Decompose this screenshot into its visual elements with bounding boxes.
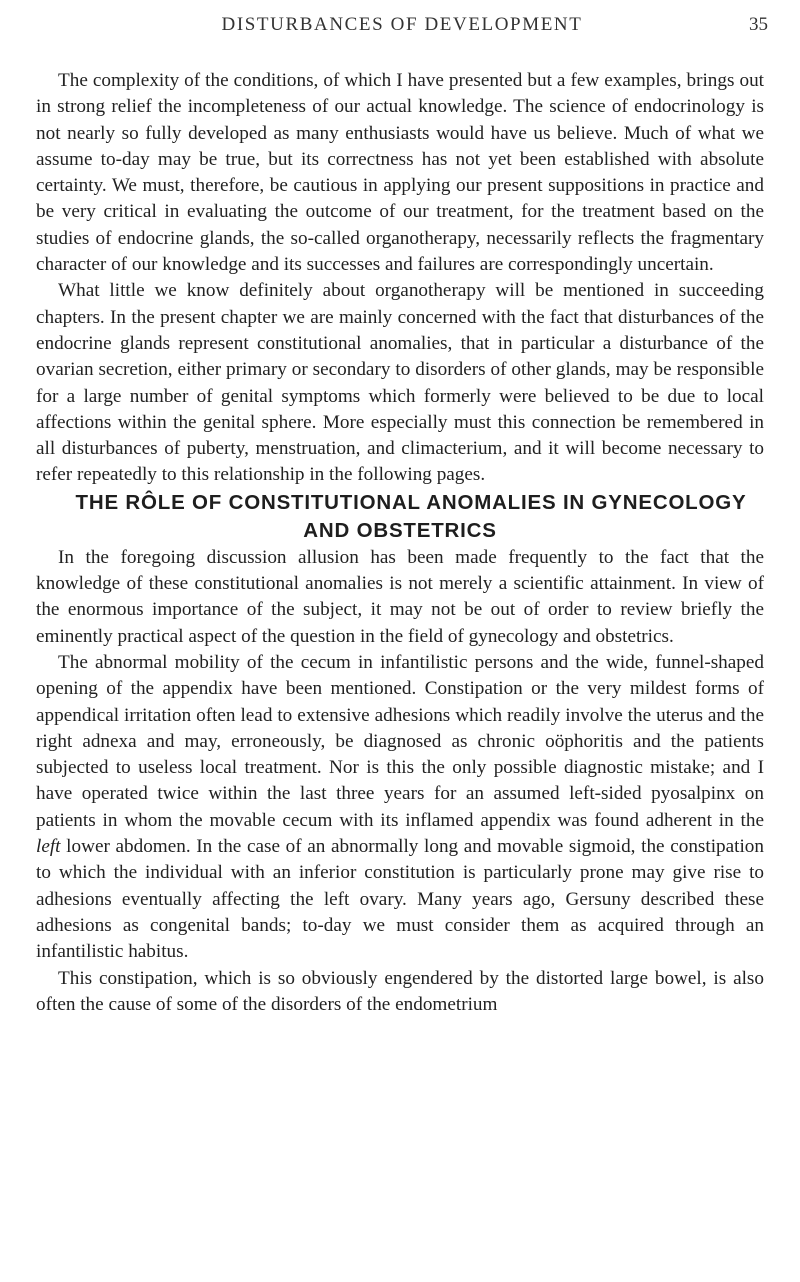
paragraph-text: lower abdomen. In the case of an abnormally long and movable sigmoid, the constipation to which the individual with an inferior constitution is particularly prone may give rise to adhesions eventually affecting the left ovary. Many years ago, Gersuny described these adhesions as congenital bands; to-day we must consider them as acquired through an infantilistic habitus. <box>36 836 764 963</box>
page-number: 35 <box>749 14 768 35</box>
italic-emphasis: left <box>36 836 61 858</box>
section-heading: THE RÔLE OF CONSTITUTIONAL ANOMALIES IN GYNECOLOGY AND OBSTETRICS <box>75 490 747 542</box>
paragraph: The complexity of the conditions, of which I have presented but a few examples, brings out in strong relief the incompleteness of our actual knowledge. The science of endocrinology is not nearly so fully developed as many enthusiasts would have us believe. Much of what we assume to-day may be true, but its correctness has not yet been established with absolute certainty. We must, therefore, be cautious in applying our present suppositions in practice and be very critical in evaluating the outcome of our treatment, for the treatment based on the studies of endocrine glands, the so-called organotherapy, necessarily reflects the fragmentary character of our knowledge and its successes and failures are correspondingly uncertain. <box>36 70 764 276</box>
paragraph: In the foregoing discussion allusion has been made frequently to the fact that the knowledge of these constitutional anomalies is not merely a scientific attainment. In view of the enormous importance of the subject, it may not be out of order to review briefly the eminently practical aspect of the question in the field of gynecology and obstetrics. <box>36 546 764 647</box>
running-title: DISTURBANCES OF DEVELOPMENT <box>221 14 583 35</box>
running-head <box>36 14 768 44</box>
body-text <box>36 68 764 1018</box>
paragraph: What little we know definitely about organotherapy will be mentioned in succeeding chapters. In the present chapter we are mainly concerned with the fact that disturbances of the endocrine glands represent constitutional anomalies, that in particular a disturbance of the ovarian secretion, either primary or secondary to disorders of other glands, may be responsible for a large number of genital symptoms which formerly were believed to be due to local affections within the genital sphere. More especially must this connection be remembered in all disturbances of puberty, menstruation, and climacterium, and it will become necessary to refer repeatedly to this relationship in the following pages. <box>36 280 764 486</box>
paragraph: This constipation, which is so obviously engendered by the distorted large bowel, is also often the cause of some of the disorders of the endometrium <box>36 967 764 1015</box>
paragraph-text: The abnormal mobility of the cecum in infantilistic persons and the wide, funnel-shaped opening of the appendix have been mentioned. Constipation or the very mildest forms of appendical irritation often lead to extensive adhesions which readily involve the uterus and the right adnexa and may, erroneously, be diagnosed as chronic oöphoritis and the patients subjected to useless local treatment. Nor is this the only possible diagnostic mistake; and I have operated twice within the last three years for an assumed left-sided pyosalpinx on patients in whom the movable cecum with its inflamed appendix was found adherent in the <box>36 651 764 831</box>
paragraph <box>36 650 764 966</box>
